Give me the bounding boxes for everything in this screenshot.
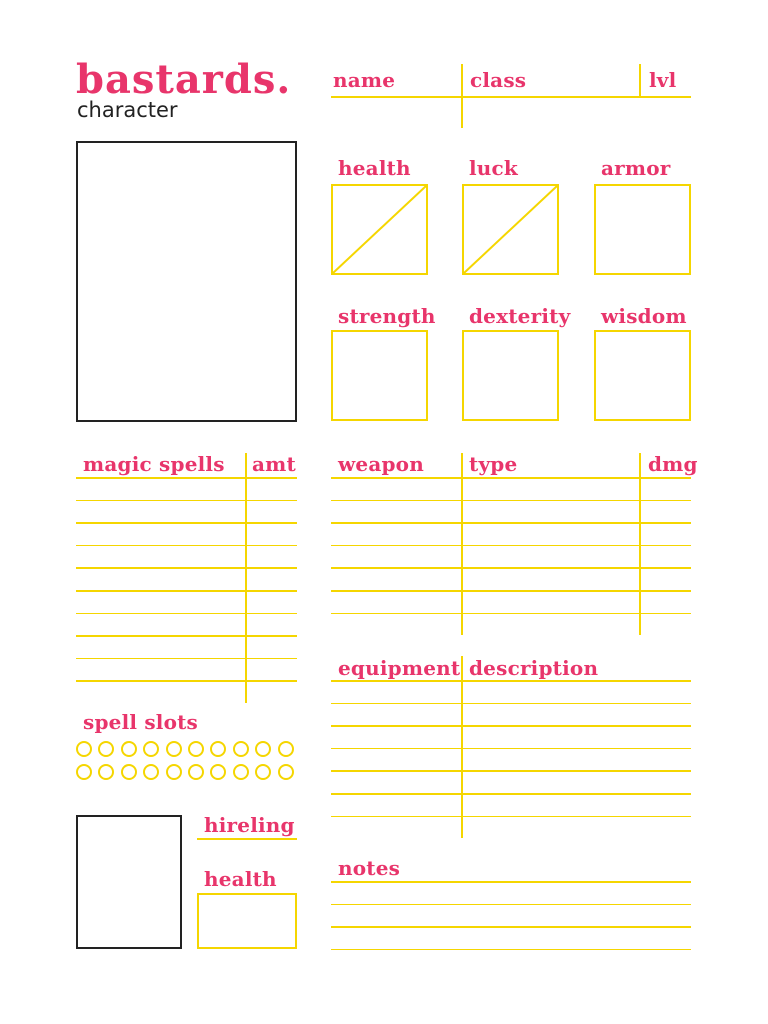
magic-spell-row-line[interactable] [76,545,297,547]
magic-spell-row-line[interactable] [76,613,297,615]
equipment-row-line[interactable] [331,793,691,795]
spell-slot-circle[interactable] [166,764,182,780]
hireling-underline [197,838,297,840]
magic-spell-row-line[interactable] [76,477,297,479]
spell-slot-circle[interactable] [121,741,137,757]
magic-spell-row-line[interactable] [76,500,297,502]
equipment-row-line[interactable] [331,770,691,772]
description-label: description [469,656,599,680]
weapon-row-line[interactable] [331,522,691,524]
class-label: class [470,68,527,92]
hireling-label: hireling [204,813,295,837]
dexterity-box[interactable] [462,330,559,421]
dmg-label: dmg [648,452,698,476]
magic-spell-row-line[interactable] [76,567,297,569]
equipment-row-line[interactable] [331,748,691,750]
spell-slots-label: spell slots [83,710,199,734]
magic-spell-row-line[interactable] [76,590,297,592]
weapon-row-line[interactable] [331,567,691,569]
hireling-portrait-box[interactable] [76,815,182,949]
name-field[interactable] [331,64,461,128]
type-label: type [469,452,518,476]
notes-row-line[interactable] [331,904,691,906]
character-portrait-box[interactable] [76,141,297,422]
equipment-label: equipment [338,656,461,680]
spell-slot-circle[interactable] [278,764,294,780]
spell-slot-circle[interactable] [76,764,92,780]
spell-slot-circle[interactable] [210,764,226,780]
spell-slot-circle[interactable] [255,764,271,780]
spell-slot-circle[interactable] [143,764,159,780]
weapon-row-line[interactable] [331,500,691,502]
spell-slot-circle[interactable] [76,741,92,757]
magic-spell-row-line[interactable] [76,680,297,682]
weapon-row-line[interactable] [331,590,691,592]
lvl-label: lvl [649,68,677,92]
armor-label: armor [601,156,671,180]
spell-slot-circle[interactable] [143,741,159,757]
armor-box[interactable] [594,184,691,275]
weapon-row-line[interactable] [331,613,691,615]
spell-slot-circle[interactable] [98,741,114,757]
strength-label: strength [338,304,436,328]
luck-diagonal [462,184,559,275]
notes-row-line[interactable] [331,926,691,928]
magic-spells-label: magic spells [83,452,225,476]
health-diagonal [331,184,428,275]
hireling-health-label: health [204,867,277,891]
spell-slot-circle[interactable] [188,764,204,780]
health-label: health [338,156,411,180]
wisdom-label: wisdom [601,304,687,328]
sheet-title: bastards. [76,56,292,103]
class-field[interactable] [463,64,639,96]
weapon-row-line[interactable] [331,545,691,547]
spell-slot-circle[interactable] [166,741,182,757]
equipment-row-line[interactable] [331,725,691,727]
equipment-row-line[interactable] [331,816,691,818]
spell-slot-circle[interactable] [278,741,294,757]
notes-label: notes [338,856,401,880]
name-label: name [333,68,396,92]
spell-slot-circle[interactable] [188,741,204,757]
equipment-row-line[interactable] [331,680,691,682]
spell-slot-circle[interactable] [255,741,271,757]
dexterity-label: dexterity [469,304,571,328]
strength-box[interactable] [331,330,428,421]
weapon-label: weapon [338,452,424,476]
magic-spell-row-line[interactable] [76,635,297,637]
lvl-field[interactable] [641,64,691,96]
wisdom-box[interactable] [594,330,691,421]
spell-slot-circle[interactable] [233,764,249,780]
sheet-subtitle: character [77,98,178,122]
spell-slot-circle[interactable] [98,764,114,780]
notes-row-line[interactable] [331,949,691,951]
magic-amt-divider [245,453,247,703]
weapon-row-line[interactable] [331,477,691,479]
luck-label: luck [469,156,518,180]
spell-slot-circle[interactable] [121,764,137,780]
hireling-name-field[interactable] [197,812,297,838]
hireling-health-box[interactable] [197,893,297,949]
magic-spell-row-line[interactable] [76,658,297,660]
notes-row-line[interactable] [331,881,691,883]
magic-spell-row-line[interactable] [76,522,297,524]
equipment-row-line[interactable] [331,703,691,705]
spell-slot-circle[interactable] [233,741,249,757]
spell-slot-circle[interactable] [210,741,226,757]
amt-label: amt [252,452,296,476]
